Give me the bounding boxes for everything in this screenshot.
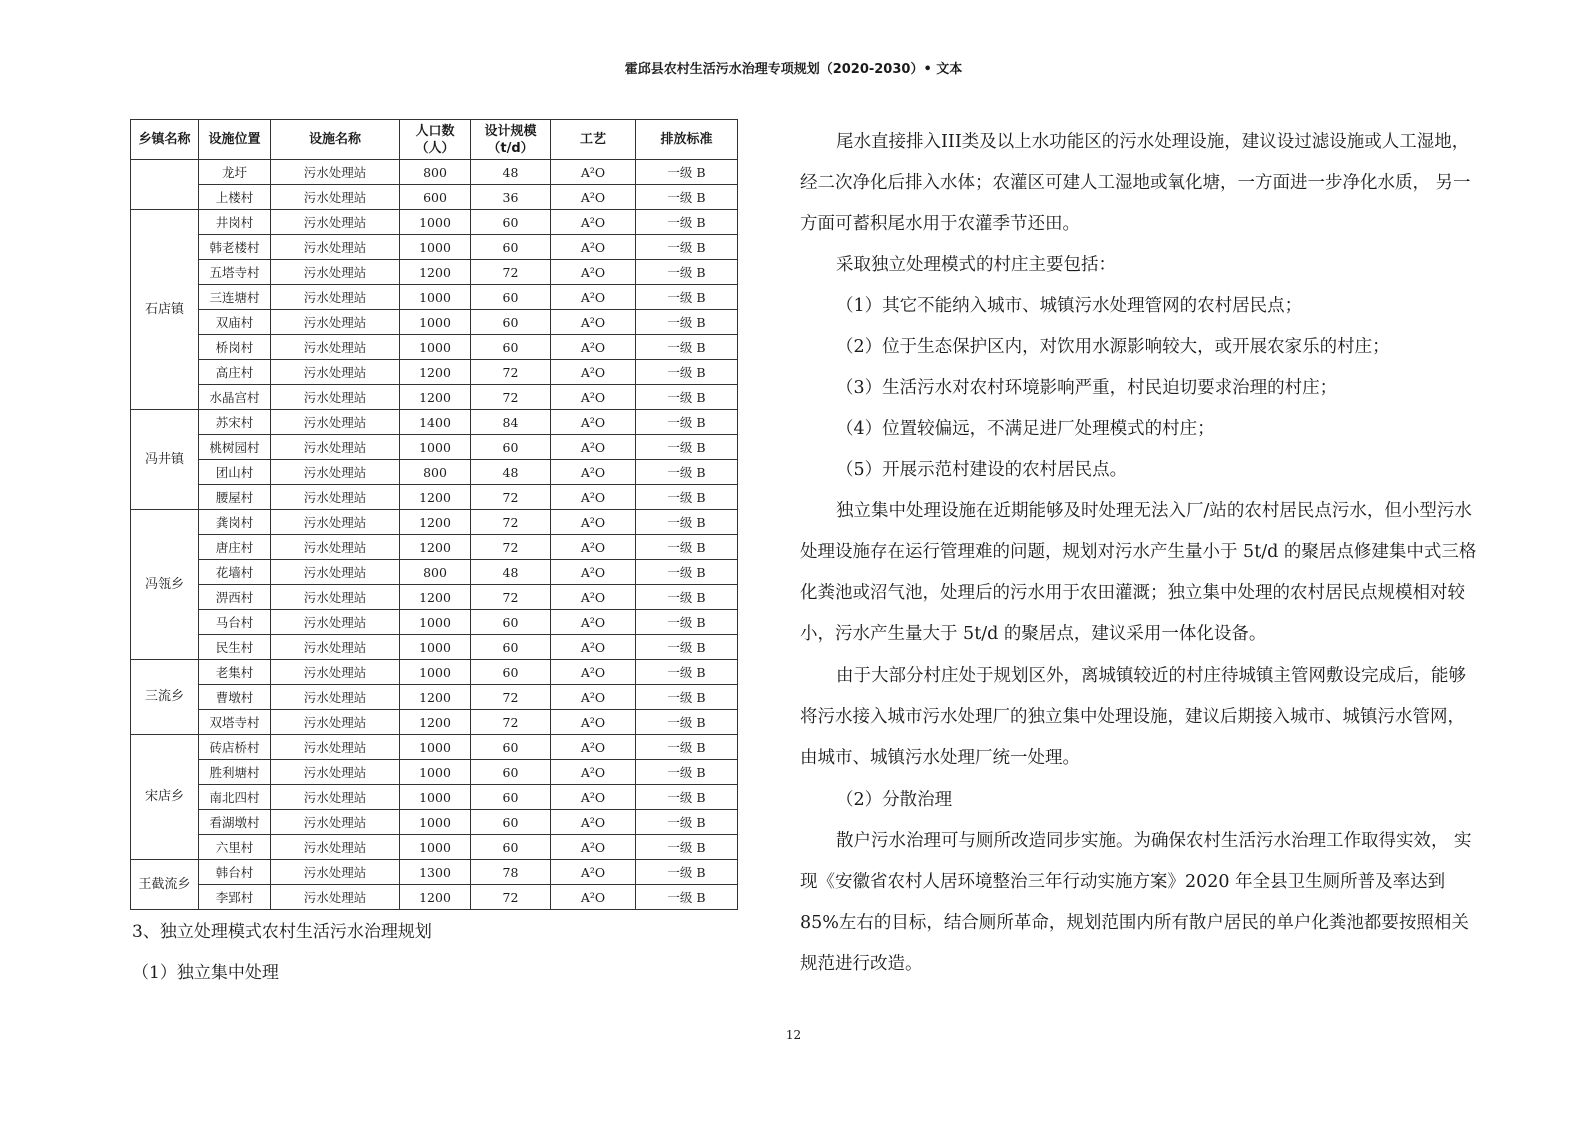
table-cell: 一级 B xyxy=(636,685,738,710)
col-header: 乡镇名称 xyxy=(131,120,199,160)
section-heading: 3、独立处理模式农村生活污水治理规划 xyxy=(132,922,432,942)
table-cell: A²O xyxy=(551,610,636,635)
body-paragraph: （1）其它不能纳入城市、城镇污水处理管网的农村居民点； xyxy=(836,296,1303,316)
table-cell: 1000 xyxy=(400,285,471,310)
table-cell: 污水处理站 xyxy=(271,235,400,260)
table-cell: 李郢村 xyxy=(199,885,271,910)
table-cell: 一级 B xyxy=(636,710,738,735)
table-cell: 1000 xyxy=(400,335,471,360)
table-cell: A²O xyxy=(551,310,636,335)
table-cell: 曹墩村 xyxy=(199,685,271,710)
table-cell: 一级 B xyxy=(636,885,738,910)
body-paragraph: 由于大部分村庄处于规划区外，离城镇较近的村庄待城镇主管网敷设完成后，能够将污水接入城市污水处理厂的独立集中处理设施，建议后期接入城市、城镇污水管网，由城市、城镇污水处理厂统一处理。 xyxy=(800,666,1466,768)
table-cell: 1000 xyxy=(400,635,471,660)
table-cell: 龚岗村 xyxy=(199,510,271,535)
table-cell: 污水处理站 xyxy=(271,285,400,310)
table-cell: 砖店桥村 xyxy=(199,735,271,760)
table-row xyxy=(131,510,738,535)
table-cell: 一级 B xyxy=(636,535,738,560)
table-cell: 污水处理站 xyxy=(271,810,400,835)
table-cell: 一级 B xyxy=(636,635,738,660)
table-cell: 胜利塘村 xyxy=(199,760,271,785)
table-cell: 1200 xyxy=(400,385,471,410)
table-row xyxy=(131,435,738,460)
table-cell: 一级 B xyxy=(636,310,738,335)
table-row xyxy=(131,635,738,660)
table-cell: 污水处理站 xyxy=(271,160,400,185)
table-cell: 1200 xyxy=(400,685,471,710)
table-cell: A²O xyxy=(551,410,636,435)
table-cell: 72 xyxy=(471,685,551,710)
table-cell: 72 xyxy=(471,485,551,510)
table-cell: A²O xyxy=(551,460,636,485)
table-cell: 1000 xyxy=(400,660,471,685)
table-cell: 污水处理站 xyxy=(271,460,400,485)
table-cell: 一级 B xyxy=(636,235,738,260)
table-row xyxy=(131,785,738,810)
table-cell: A²O xyxy=(551,485,636,510)
table-cell: 苏宋村 xyxy=(199,410,271,435)
table-cell: 五塔寺村 xyxy=(199,260,271,285)
body-paragraph: 散户污水治理可与厕所改造同步实施。为确保农村生活污水治理工作取得实效， 实现《安徽省农村人居环境整治三年行动实施方案》2020 年全县卫生厕所普及率达到 85%左右的目标，结合厕所革命，规划范围内所有散户居民的单户化粪池都要按照相关规范进行改造。 xyxy=(800,831,1472,974)
table-cell: A²O xyxy=(551,385,636,410)
table-cell: 一级 B xyxy=(636,610,738,635)
col-header: 人口数（人） xyxy=(400,120,471,160)
table-cell: A²O xyxy=(551,860,636,885)
table-cell: 60 xyxy=(471,810,551,835)
table-cell: 84 xyxy=(471,410,551,435)
table-cell: 一级 B xyxy=(636,460,738,485)
table-header-row xyxy=(131,120,738,160)
left-column xyxy=(130,119,738,983)
table-row xyxy=(131,285,738,310)
table-cell: A²O xyxy=(551,710,636,735)
table-cell: 一级 B xyxy=(636,585,738,610)
table-cell: 腰屋村 xyxy=(199,485,271,510)
table-cell: 污水处理站 xyxy=(271,485,400,510)
col-header: 设计规模（t/d） xyxy=(471,120,551,160)
table-row xyxy=(131,560,738,585)
table-cell: 唐庄村 xyxy=(199,535,271,560)
table-cell: 一级 B xyxy=(636,785,738,810)
table-cell: 一级 B xyxy=(636,360,738,385)
table-cell: 一级 B xyxy=(636,185,738,210)
table-cell: A²O xyxy=(551,810,636,835)
table-row xyxy=(131,485,738,510)
table-cell: A²O xyxy=(551,885,636,910)
table-cell: 龙圩 xyxy=(199,160,271,185)
col-header: 工艺 xyxy=(551,120,636,160)
table-row xyxy=(131,460,738,485)
table-cell: 污水处理站 xyxy=(271,560,400,585)
town-cell: 三流乡 xyxy=(131,660,199,735)
table-cell: 污水处理站 xyxy=(271,835,400,860)
table-row xyxy=(131,660,738,685)
table-cell: 60 xyxy=(471,785,551,810)
table-cell: 一级 B xyxy=(636,260,738,285)
table-cell: 800 xyxy=(400,160,471,185)
table-cell: A²O xyxy=(551,685,636,710)
table-row xyxy=(131,235,738,260)
table-cell: 60 xyxy=(471,285,551,310)
town-cell: 石店镇 xyxy=(131,210,199,410)
table-row xyxy=(131,410,738,435)
table-cell: A²O xyxy=(551,585,636,610)
table-cell: 韩老楼村 xyxy=(199,235,271,260)
table-cell: 双庙村 xyxy=(199,310,271,335)
table-cell: 1000 xyxy=(400,735,471,760)
col-header: 设施名称 xyxy=(271,120,400,160)
col-header: 设施位置 xyxy=(199,120,271,160)
table-cell: 南北四村 xyxy=(199,785,271,810)
table-row xyxy=(131,710,738,735)
table-cell: 污水处理站 xyxy=(271,585,400,610)
town-cell: 冯井镇 xyxy=(131,410,199,510)
table-cell: 1200 xyxy=(400,535,471,560)
table-cell: A²O xyxy=(551,435,636,460)
table-cell: 桥岗村 xyxy=(199,335,271,360)
facility-table xyxy=(130,119,738,910)
table-cell: 一级 B xyxy=(636,835,738,860)
table-cell: 污水处理站 xyxy=(271,660,400,685)
table-cell: 污水处理站 xyxy=(271,635,400,660)
table-cell: 1200 xyxy=(400,260,471,285)
table-cell: 污水处理站 xyxy=(271,185,400,210)
table-cell: 一级 B xyxy=(636,760,738,785)
body-paragraph: （2）分散治理 xyxy=(836,790,953,810)
table-cell: 1000 xyxy=(400,835,471,860)
table-cell: 1000 xyxy=(400,610,471,635)
town-cell xyxy=(131,160,199,210)
table-cell: A²O xyxy=(551,660,636,685)
table-cell: A²O xyxy=(551,285,636,310)
table-cell: 1200 xyxy=(400,360,471,385)
table-cell: 1200 xyxy=(400,485,471,510)
table-cell: 污水处理站 xyxy=(271,735,400,760)
body-paragraph: 尾水直接排入III类及以上水功能区的污水处理设施，建议设过滤设施或人工湿地，经二次净化后排入水体；农灌区可建人工湿地或氧化塘，一方面进一步净化水质， 另一方面可蓄积尾水用于农灌季节还田。 xyxy=(800,132,1471,234)
table-cell: A²O xyxy=(551,760,636,785)
table-cell: 1000 xyxy=(400,435,471,460)
table-cell: 72 xyxy=(471,385,551,410)
town-cell: 冯瓴乡 xyxy=(131,510,199,660)
body-paragraph: 独立集中处理设施在近期能够及时处理无法入厂/站的农村居民点污水，但小型污水处理设施存在运行管理难的问题，规划对污水产生量小于 5t/d 的聚居点修建集中式三格化粪池或沼气池，处理后的污水用于农田灌溉；独立集中处理的农村居民点规模相对较小，污水产生量大于 5t/d 的聚居点，建议采用一体化设备。 xyxy=(800,501,1477,644)
table-cell: 一级 B xyxy=(636,160,738,185)
table-cell: 800 xyxy=(400,460,471,485)
table-cell: 60 xyxy=(471,235,551,260)
table-cell: 团山村 xyxy=(199,460,271,485)
table-cell: 污水处理站 xyxy=(271,410,400,435)
table-cell: 上楼村 xyxy=(199,185,271,210)
table-row xyxy=(131,885,738,910)
table-row xyxy=(131,210,738,235)
table-cell: 污水处理站 xyxy=(271,610,400,635)
body-paragraph: （3）生活污水对农村环境影响严重，村民迫切要求治理的村庄； xyxy=(836,378,1338,398)
table-cell: A²O xyxy=(551,785,636,810)
table-cell: 1200 xyxy=(400,710,471,735)
table-row xyxy=(131,385,738,410)
table-cell: A²O xyxy=(551,510,636,535)
table-cell: 一级 B xyxy=(636,735,738,760)
table-cell: 1000 xyxy=(400,810,471,835)
table-cell: 水晶宫村 xyxy=(199,385,271,410)
table-row xyxy=(131,835,738,860)
table-cell: 一级 B xyxy=(636,860,738,885)
table-row xyxy=(131,810,738,835)
table-cell: 污水处理站 xyxy=(271,510,400,535)
table-cell: 一级 B xyxy=(636,210,738,235)
table-cell: A²O xyxy=(551,535,636,560)
table-cell: 72 xyxy=(471,885,551,910)
table-cell: 1000 xyxy=(400,760,471,785)
table-cell: A²O xyxy=(551,735,636,760)
table-cell: 60 xyxy=(471,435,551,460)
table-row xyxy=(131,760,738,785)
table-cell: 72 xyxy=(471,510,551,535)
table-cell: 60 xyxy=(471,210,551,235)
table-cell: 一级 B xyxy=(636,335,738,360)
table-cell: 一级 B xyxy=(636,660,738,685)
table-cell: 一级 B xyxy=(636,485,738,510)
table-cell: 一级 B xyxy=(636,410,738,435)
table-cell: 600 xyxy=(400,185,471,210)
body-paragraph: 采取独立处理模式的村庄主要包括： xyxy=(836,255,1116,275)
page-header: 霍邱县农村生活污水治理专项规划（2020-2030）• 文本 xyxy=(624,62,963,77)
table-cell: 36 xyxy=(471,185,551,210)
table-row xyxy=(131,535,738,560)
table-cell: 72 xyxy=(471,360,551,385)
table-row xyxy=(131,585,738,610)
col-header: 排放标准 xyxy=(636,120,738,160)
table-cell: 1000 xyxy=(400,310,471,335)
table-cell: 一级 B xyxy=(636,560,738,585)
table-cell: 韩台村 xyxy=(199,860,271,885)
table-cell: A²O xyxy=(551,635,636,660)
table-cell: 一级 B xyxy=(636,385,738,410)
table-cell: 1000 xyxy=(400,210,471,235)
subsection-heading: （1）独立集中处理 xyxy=(132,963,279,983)
table-cell: 48 xyxy=(471,560,551,585)
table-cell: A²O xyxy=(551,360,636,385)
table-row xyxy=(131,185,738,210)
table-row xyxy=(131,735,738,760)
table-cell: 老集村 xyxy=(199,660,271,685)
table-cell: 污水处理站 xyxy=(271,310,400,335)
table-cell: 72 xyxy=(471,260,551,285)
table-cell: 高庄村 xyxy=(199,360,271,385)
table-cell: 60 xyxy=(471,635,551,660)
table-row xyxy=(131,260,738,285)
table-cell: 48 xyxy=(471,460,551,485)
table-cell: 淠西村 xyxy=(199,585,271,610)
table-row xyxy=(131,335,738,360)
table-cell: 72 xyxy=(471,585,551,610)
table-cell: 一级 B xyxy=(636,510,738,535)
table-cell: 1000 xyxy=(400,235,471,260)
table-cell: 桃树园村 xyxy=(199,435,271,460)
table-cell: A²O xyxy=(551,160,636,185)
table-cell: 72 xyxy=(471,710,551,735)
table-cell: 污水处理站 xyxy=(271,710,400,735)
table-cell: A²O xyxy=(551,210,636,235)
table-cell: 一级 B xyxy=(636,435,738,460)
table-row xyxy=(131,360,738,385)
table-cell: 污水处理站 xyxy=(271,760,400,785)
table-cell: 72 xyxy=(471,535,551,560)
table-cell: 一级 B xyxy=(636,285,738,310)
town-cell: 宋店乡 xyxy=(131,735,199,860)
table-cell: 78 xyxy=(471,860,551,885)
table-cell: A²O xyxy=(551,560,636,585)
table-cell: 污水处理站 xyxy=(271,435,400,460)
table-cell: 800 xyxy=(400,560,471,585)
table-cell: 民生村 xyxy=(199,635,271,660)
table-cell: 六里村 xyxy=(199,835,271,860)
page-number: 12 xyxy=(785,1028,802,1042)
table-row xyxy=(131,685,738,710)
table-cell: 污水处理站 xyxy=(271,885,400,910)
table-row xyxy=(131,860,738,885)
table-cell: A²O xyxy=(551,260,636,285)
table-cell: 双塔寺村 xyxy=(199,710,271,735)
table-row xyxy=(131,610,738,635)
table-cell: 48 xyxy=(471,160,551,185)
table-cell: 污水处理站 xyxy=(271,535,400,560)
table-cell: 1400 xyxy=(400,410,471,435)
table-cell: A²O xyxy=(551,835,636,860)
table-cell: 1200 xyxy=(400,885,471,910)
table-cell: 污水处理站 xyxy=(271,385,400,410)
table-cell: 污水处理站 xyxy=(271,685,400,710)
table-cell: A²O xyxy=(551,185,636,210)
body-paragraph: （2）位于生态保护区内，对饮用水源影响较大，或开展农家乐的村庄； xyxy=(836,337,1390,357)
table-cell: 花墙村 xyxy=(199,560,271,585)
town-cell: 王截流乡 xyxy=(131,860,199,910)
table-cell: 60 xyxy=(471,760,551,785)
table-cell: 一级 B xyxy=(636,810,738,835)
table-cell: 1200 xyxy=(400,510,471,535)
table-cell: 1000 xyxy=(400,785,471,810)
table-cell: 污水处理站 xyxy=(271,210,400,235)
table-cell: 污水处理站 xyxy=(271,360,400,385)
body-paragraph: （5）开展示范村建设的农村居民点。 xyxy=(836,460,1128,480)
table-cell: 60 xyxy=(471,310,551,335)
table-cell: 1200 xyxy=(400,585,471,610)
table-row xyxy=(131,310,738,335)
table-cell: 1300 xyxy=(400,860,471,885)
table-cell: 污水处理站 xyxy=(271,785,400,810)
table-cell: 三连塘村 xyxy=(199,285,271,310)
table-cell: 看湖墩村 xyxy=(199,810,271,835)
table-cell: 60 xyxy=(471,735,551,760)
table-cell: 污水处理站 xyxy=(271,260,400,285)
table-cell: 60 xyxy=(471,610,551,635)
table-cell: 60 xyxy=(471,660,551,685)
table-cell: 污水处理站 xyxy=(271,335,400,360)
table-body xyxy=(131,160,738,910)
table-cell: 马台村 xyxy=(199,610,271,635)
table-cell: 60 xyxy=(471,835,551,860)
table-cell: 井岗村 xyxy=(199,210,271,235)
table-cell: A²O xyxy=(551,235,636,260)
body-paragraph: （4）位置较偏远，不满足进厂处理模式的村庄； xyxy=(836,419,1215,439)
table-row xyxy=(131,160,738,185)
table-cell: 污水处理站 xyxy=(271,860,400,885)
table-cell: 60 xyxy=(471,335,551,360)
table-cell: A²O xyxy=(551,335,636,360)
